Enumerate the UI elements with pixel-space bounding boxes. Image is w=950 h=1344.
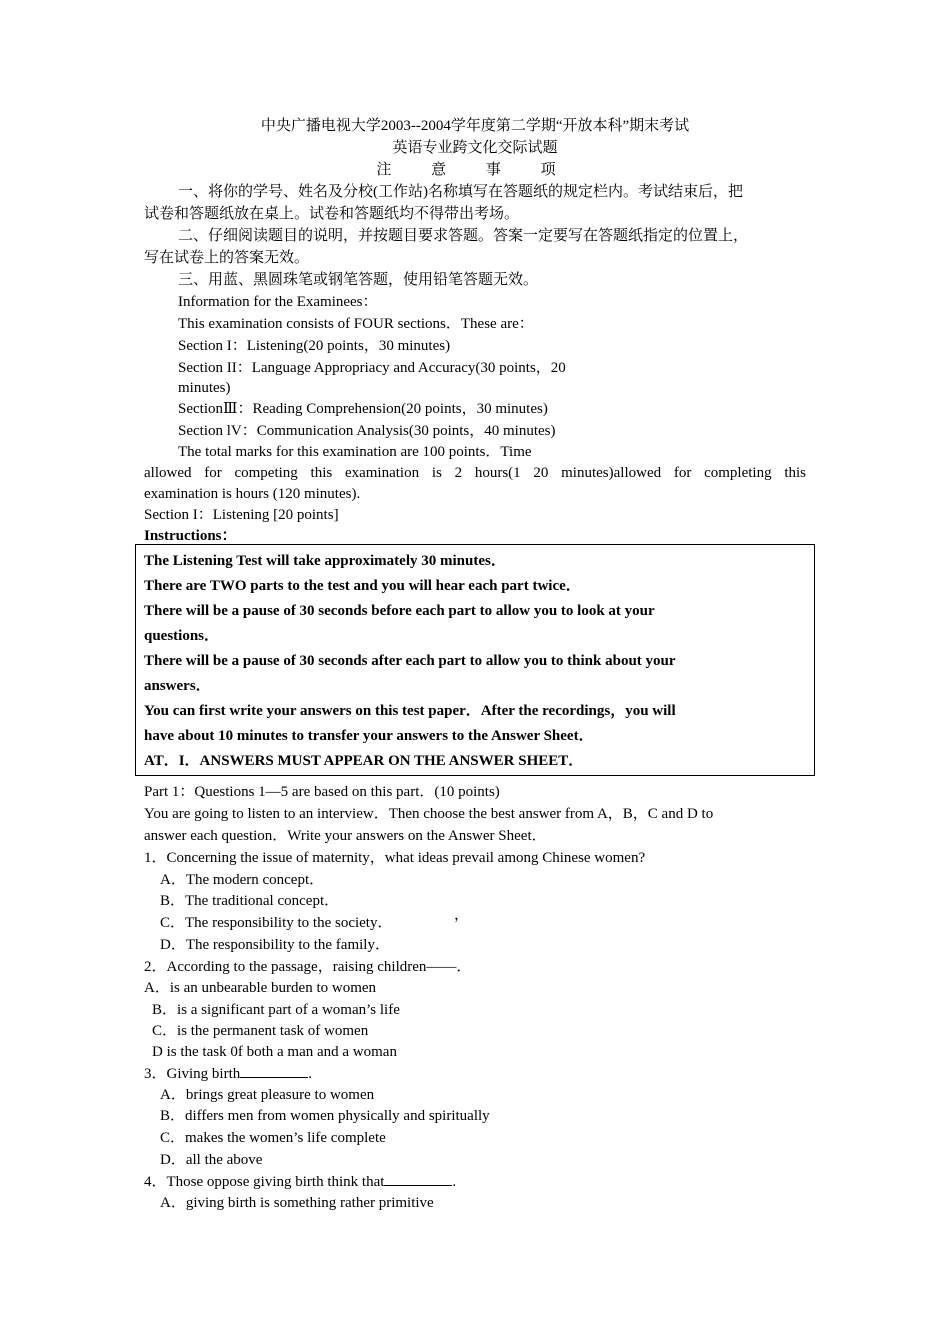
question-4-stem: 4．Those oppose giving birth think that (144, 1174, 385, 1190)
question-2-option-c: C．is the permanent task of women (152, 1023, 369, 1039)
info-section-2-cont: minutes) (178, 380, 231, 396)
section-1-heading: Section I：Listening [20 points] (144, 507, 339, 523)
instructions-label: Instructions： (144, 528, 237, 544)
answer-blank (384, 1171, 452, 1186)
instructions-box (135, 544, 815, 776)
question-1-stem: 1．Concerning the issue of maternity，what ideas prevail among Chinese women? (144, 850, 646, 866)
instruction-line-1: The Listening Test will take approximately 30 minutes． (144, 553, 506, 569)
part-1-desc-1: You are going to listen to an interview．Then choose the best answer from A，B，C and D to (144, 806, 714, 822)
notice-line-2: 试卷和答题纸放在桌上。试卷和答题纸均不得带出考场。 (144, 206, 520, 222)
question-1-option-a: A．The modern concept． (160, 872, 325, 888)
info-section-4: Section lV：Communication Analysis(30 points，40 minutes) (178, 423, 556, 439)
question-3-end: . (308, 1066, 312, 1082)
notice-line-5: 三、用蓝、黑圆珠笔或钢笔答题，使用铅笔答题无效。 (178, 272, 539, 288)
answer-blank (240, 1063, 308, 1078)
instruction-line-2: There are TWO parts to the test and you will hear each part twice． (144, 578, 581, 594)
exam-subtitle: 英语专业跨文化交际试题 (392, 140, 558, 156)
info-intro: This examination consists of FOUR sections．These are： (178, 316, 534, 332)
notice-heading: 注 意 事 项 (376, 162, 574, 178)
instruction-line-8: have about 10 minutes to transfer your answers to the Answer Sheet． (144, 728, 594, 744)
info-section-2: Section II：Language Appropriacy and Accuracy(30 points，20 (178, 360, 566, 376)
question-4-end: . (452, 1174, 457, 1190)
question-1-option-d: D．The responsibility to the family． (160, 937, 390, 953)
question-1-option-b: B．The traditional concept． (160, 893, 340, 909)
question-1-option-c: C．The responsibility to the society． (160, 915, 393, 931)
info-section-1: Section I：Listening(20 points，30 minutes) (178, 338, 451, 354)
question-3-stem: 3．Giving birth (144, 1066, 241, 1082)
question-3-option-b: B．differs men from women physically and spiritually (160, 1108, 490, 1124)
instruction-line-9: AT．I．ANSWERS MUST APPEAR ON THE ANSWER SHEET． (144, 753, 584, 769)
notice-line-4: 写在试卷上的答案无效。 (144, 250, 310, 266)
question-2-option-a: A．is an unbearable burden to women (144, 980, 377, 996)
info-allowed: allowed for competing this examination is 2 hours(1 20 minutes)allowed for completing this (144, 465, 806, 481)
info-section-3: SectionⅢ：Reading Comprehension(20 points，30 minutes) (178, 401, 548, 417)
info-allowed-cont: examination is hours (120 minutes). (144, 486, 361, 502)
info-heading: Information for the Examinees： (178, 294, 378, 310)
instruction-line-6: answers． (144, 678, 211, 694)
part-1-desc-2: answer each question．Write your answers on the Answer Sheet． (144, 828, 547, 844)
question-2-option-b: B．is a significant part of a woman’s life (152, 1002, 400, 1018)
instruction-line-3: There will be a pause of 30 seconds before each part to allow you to look at your (144, 603, 655, 619)
question-3-stem-line (144, 1063, 312, 1084)
question-3-option-a: A．brings great pleasure to women (160, 1087, 375, 1103)
notice-line-3: 二、仔细阅读题目的说明，并按题目要求答题。答案一定要写在答题纸指定的位置上， (178, 228, 749, 244)
question-4-option-a: A．giving birth is something rather primitive (160, 1195, 434, 1211)
part-1-heading: Part 1：Questions 1—5 are based on this part．(10 points) (144, 784, 500, 800)
question-3-option-c: C．makes the women’s life complete (160, 1130, 386, 1146)
instruction-line-7: You can first write your answers on this test paper．After the recordings，you will (144, 703, 676, 719)
question-2-option-d: D is the task 0f both a man and a woman (152, 1044, 397, 1060)
question-2-stem: 2．According to the passage，raising children——． (144, 959, 472, 975)
question-4-stem-line (144, 1171, 456, 1192)
stray-comma-mark: ， (454, 907, 470, 923)
notice-line-1: 一、将你的学号、姓名及分校(工作站)名称填写在答题纸的规定栏内。考试结束后，把 (178, 184, 743, 200)
instruction-line-5: There will be a pause of 30 seconds after each part to allow you to think about your (144, 653, 676, 669)
exam-title: 中央广播电视大学2003--2004学年度第二学期“开放本科”期末考试 (260, 118, 690, 134)
instruction-line-4: questions． (144, 628, 220, 644)
question-3-option-d: D．all the above (160, 1152, 263, 1168)
info-total: The total marks for this examination are 100 points．Time (178, 444, 532, 460)
